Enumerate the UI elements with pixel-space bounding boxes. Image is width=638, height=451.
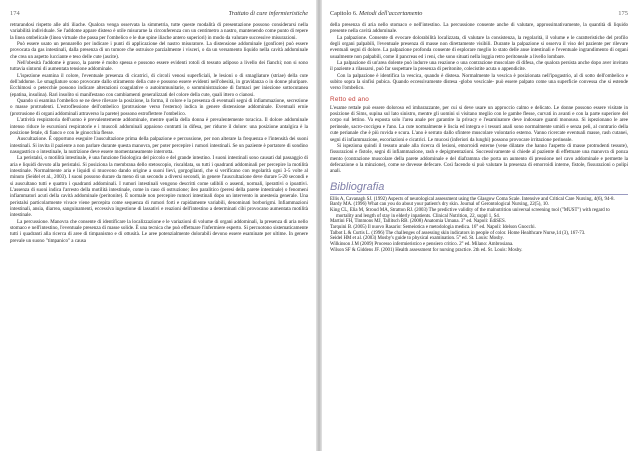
paragraph: Auscultazione. È opportuno eseguire l'auscultazione prima della palpazione e percussione, per non alterare la frequenza e l'intensità dei suoni intestinali. Si invita il paziente a non parlare durante questa manovra, per poter percepire i rumori intestinali. Se un paziente è portatore di sondino nasogastrico o intestinale, la nutrizione deve essere momentaneamente interrotta.: [10, 136, 308, 155]
section-heading: Retto ed ano: [330, 95, 369, 103]
left-body-text: [10, 22, 308, 244]
paragraph: L'esame rettale può essere doloroso ed imbarazzante, per cui si deve usare un approccio calmo e delicato. Le donne possono essere visitate in posizione di Sims, supina sul lato sinistro, mentre gli uomini si visitano meglio con le gambe flesse, curvati in avanti e con la parte superiore del corpo sul lettino. Va esposta solo l'area anale per garantire la privacy e l'esaminatore deve indossare guanti monouso. Si ispezionano le aree perineale, sacro-coccigea e l'ano. La cute normalmente è liscia ed integra e i tessuti anali sono normalmente umidi e senza peli, al contrario della cute perianale che è più ruvida e scura. L'ano è serrato dallo sfintere muscolare volontario esterno. Vanno ricercate eventuali masse, rash cutanei, segni di infiammazione, escoriazioni e cicatrici. Le mucosi (inferiori da lunghi) possono provocare irritazione perineale.: [330, 104, 628, 143]
chapter-title: Metodi dell'accertamento: [359, 10, 423, 17]
paragraph: Quando si esamina l'ombelico se ne deve rilevare la posizione, la forma, il colore e la presenza di eventuali segni di infiammazione, secrezione o masse protrudenti. L'estroflessione dell'ombelico (protrusione verso l'esterno) indica in genere distensione addominale. Eventuali ernie (protrusione di organi addominali attraverso la parete) possono estroflettere l'ombelico.: [10, 98, 308, 117]
reference-item: Martini FH, Timmons MJ, Tallitsch RB. (2008) Anatomia Umana. 3° ed. Napoli: EdiSES.: [330, 219, 506, 225]
paragraph: La palpazione di un'area dolente può indurre una reazione o una contrazione muscolare di difesa, che qualora persista anche dopo aver invitato il paziente a rilassarsi, può far sospettare la presenza di peritonite, colecistite acuta o appendicite.: [330, 60, 628, 73]
left-running-title: Trattato di cure infermieristiche: [228, 10, 308, 17]
left-page: [0, 0, 316, 451]
reference-item: Tarquini B. (2005) Il nuovo Rasario: Semeiotica e metodologia medica. 16° ed. Napoli: Idelson Gnocchi.: [330, 225, 536, 231]
bibliography-divider: [330, 194, 628, 195]
right-page-header: [330, 10, 628, 17]
bibliography-list: [330, 197, 628, 254]
paragraph: La peristalsi, o motilità intestinale, è una funzione fisiologica del piccolo e del grande intestino. I suoni intestinali sono causati dal passaggio di aria e liquidi dovuto alla peristalsi. Si posiziona la membrana dello stetoscopio, riscaldata, su tutti i quadranti addominali per percepire la motilità intestinale. Normalmente aria e liquidi si muovono dando origine a suoni lievi, gorgoglianti, che si verificano con regolarità ogni 3-5 volte al minuto (Seidel et al., 2003). I suoni possono durare da meno di un secondo a diversi secondi, in genere l'auscultazione deve durare 5-20 secondi e si auscultano tutti e quattro i quadranti addominali. I rumori intestinali vengono descritti come udibili o assenti, normali, iperattivi o ipoattivi. L'assenza di suoni indica l'arresto della motilità intestinale, come in caso di ostruzione; ileo paralitico (peresi della parete intestinale) o fenomeni infiammatori acuti della cavità addominale (peritonite). È normale non percepire rumori intestinali dopo un intervento in anestesia generale. Una peristalsi particolarmente vivace viene percepita come sequenza di rumori forti e rapidamente variabili, denominati borborigmi. Infiammazioni intestinali, ansia, diarrea, sanguinamenti, eccessiva ingestione di lassativi e reazioni dell'intestino a determinati cibi provocano aumentata motilità intestinale.: [10, 155, 308, 219]
paragraph: Può essere usato un pennarello per indicare i punti di applicazione del nastro misuratore. La distensione addominale (gonfiore) può essere provocata da gas intestinali, dalla presenza di un tumore che ostruisce parzialmente i visceri, o da un versamento liquido nella cavità addominale che crea un aspetto lucciante e teso delle cute (ascite).: [10, 41, 308, 60]
reference-item: Bardy MA. (1996) What can you do about your patient's dry skin. Journal of Gerontological Nursing, 22(5), 10.: [330, 202, 549, 208]
left-page-number: 174: [10, 10, 20, 17]
left-page-header: [10, 10, 308, 17]
paragraph: Con la palpazione è identifica la vescica, quando è distesa. Normalmente la vescica è posizionata nell'ipogastrio, al di sotto dell'ombelico e subito sopra la sinfisi pubica. Quando eccessivamente distesa -globo vescicale- può essere palpato come una superficie convessa che si estende verso l'ombelico.: [330, 72, 628, 92]
right-page-number: 175: [618, 10, 628, 17]
right-body-text: [330, 22, 628, 92]
bibliography-heading: Bibliografia: [330, 180, 385, 193]
reference-item: Seidel HM et al. (2003) Mosby's guide to physical examination. 5° ed. St. Louis: Mosby.: [330, 236, 504, 242]
right-page: [322, 0, 638, 451]
paragraph: L'ispezione esamina il colore, l'eventuale presenza di cicatrici, di circoli venosi superficiali, le lesioni o di smagliature (striae) della cute dell'addome. Le smagliature sono provocate dallo stiramento della cute e possono essere evidenti nell'obesità, in gravidanza o in donne pluripare. Ecchimosi o petecchie possono indicare alterazioni coagulative o autoimmunitarie, o somministrazione di farmaci per iniezione sottocutanea (epatina, insulina). Rari insolito si manifestano con cambiamenti generalizzati del colore della cute, quali ittero o cianosi.: [10, 72, 308, 98]
reference-item: Talbot L & Curtis L. (1996) The challenges of assessing skin indicators in people of color. Home Healthcare Nurse,14 (3), 167-73.: [330, 230, 586, 236]
reference-item: Ellis A, Cavanagh SJ. (1992) Aspects of neurological assessment using the Glasgow Coma Scale. Intensive and Critical Care Nursing, 4(6), 94-8.: [330, 196, 615, 202]
paragraph: La palpazione. Consente di evocare dolorabilità localizzata, di valutare la consistenza, la regolarità, il volume e le caratteristiche del profilo degli organi palpabili, l'eventuale presenza di masse non direttamente visibili. Durante la palpazione si osserva il viso del paziente per rilevare eventuali segni di dolore. La palpazione profonda consente di esplorare meglio lo stato delle anse intestinali e l'eventuale ingrandimento di organi usualmente non palpabili, come il pancreas ed i reni, che sono situati nella loggia retro peritoneale a livello lombare.: [330, 34, 628, 60]
paragraph: L'attività respiratoria dell'uomo è prevalentemente addominale, mentre quella della donna è prevalentemente toracica. Il dolore addominale intenso riduce le escursioni respiratorie e i muscoli addominali appaiono contratti in difesa, per ridurre il dolore: una posizione antalgica è la posizione fetale, di fianco e con le ginocchia flesse.: [10, 117, 308, 136]
paragraph: Si ispeziona quindi il tessuto anale alla ricerca di lesioni, emorroidi esterne (vene dilatate che hanno l'aspetto di masse protrudenti tessute), fissurazioni e fistole, segni di infiammazione, rash e depigmentazioni. Successivamente si chiede al paziente di effettuare una manovra di ponza mento (contrazione muscolare della parete addominale e del diaframma che porta un aumento di pressione nel cavo addominale e permette la defecazione o la minzione), come se dovesse defecare. Così facendo si può valutare la presenza di emorroidi interne, fistole, fissurazioni o polipi anali.: [330, 142, 628, 175]
chapter-label: Capitolo 6.: [330, 10, 358, 17]
section-body-text: [330, 105, 628, 175]
reference-item: Wilson SF & Giddens JF. (2001) Health assessment for nursing practice. 2th ed. St. Louis: Mosby.: [330, 247, 523, 253]
reference-item: King CL, Elia M, Stroud MA, Stratton RJ. (2003) The predictive validity of the malnutrition universal screening tool ("MUST") with regard to mortality and length of stay in elderly inpatients. Clinical Nutrition, 22, suppl 1, S4.: [330, 207, 610, 219]
chapter-heading: [330, 10, 422, 17]
paragraph: La percussione. Manovra che consente di identificare la localizzazione e le variazioni di volume di organi addominali, la presenza di aria nello stomaco e nell'intestino, l'eventuale presenza di masse solide. È una tecnica che può effettuare l'infermiere esperto. Si percuotono sistematicamente tutti i quadranti alla ricerca di aree di timpanismo e di ottusità. Le aree potenzialmente dolorabili devono essere esaminate per ultime. In genere prevale un suono "timpanico" a causa: [10, 218, 308, 244]
paragraph: della presenza di aria nello stomaco e nell'intestino. La percussione consente anche di valutare, approssimativamente, la quantità di liquido presente nella cavità addominale.: [330, 22, 628, 35]
reference-item: Wilkinson J.M (2009) Processo infermieristico e pensiero critico. 2° ed. Milano: Ambrosiana.: [330, 242, 514, 248]
paragraph: Nell'obesità l'addome è grasso, la parete è molto spessa e possono essere evidenti rotoli di tessuto adiposo a livello dei fianchi; non si sono tuttavia sintomi di aumentata tensione addominale.: [10, 60, 308, 73]
paragraph: retrarandosi rispetto alle alti iliache. Qualora venga osservata la simmetria, tutte queste modalità di presentazione possono considerarsi nella variabilità individuale. Se l'addome appare disteso è utile misurarne la circonferenza con un centimetro a nastro, mantenendo come punto di repere la linea ombelicale (linea virtuale che passa per l'ombelico e le due spine iliache antero superiori) in modo da valutare successive misurazioni.: [10, 22, 308, 41]
